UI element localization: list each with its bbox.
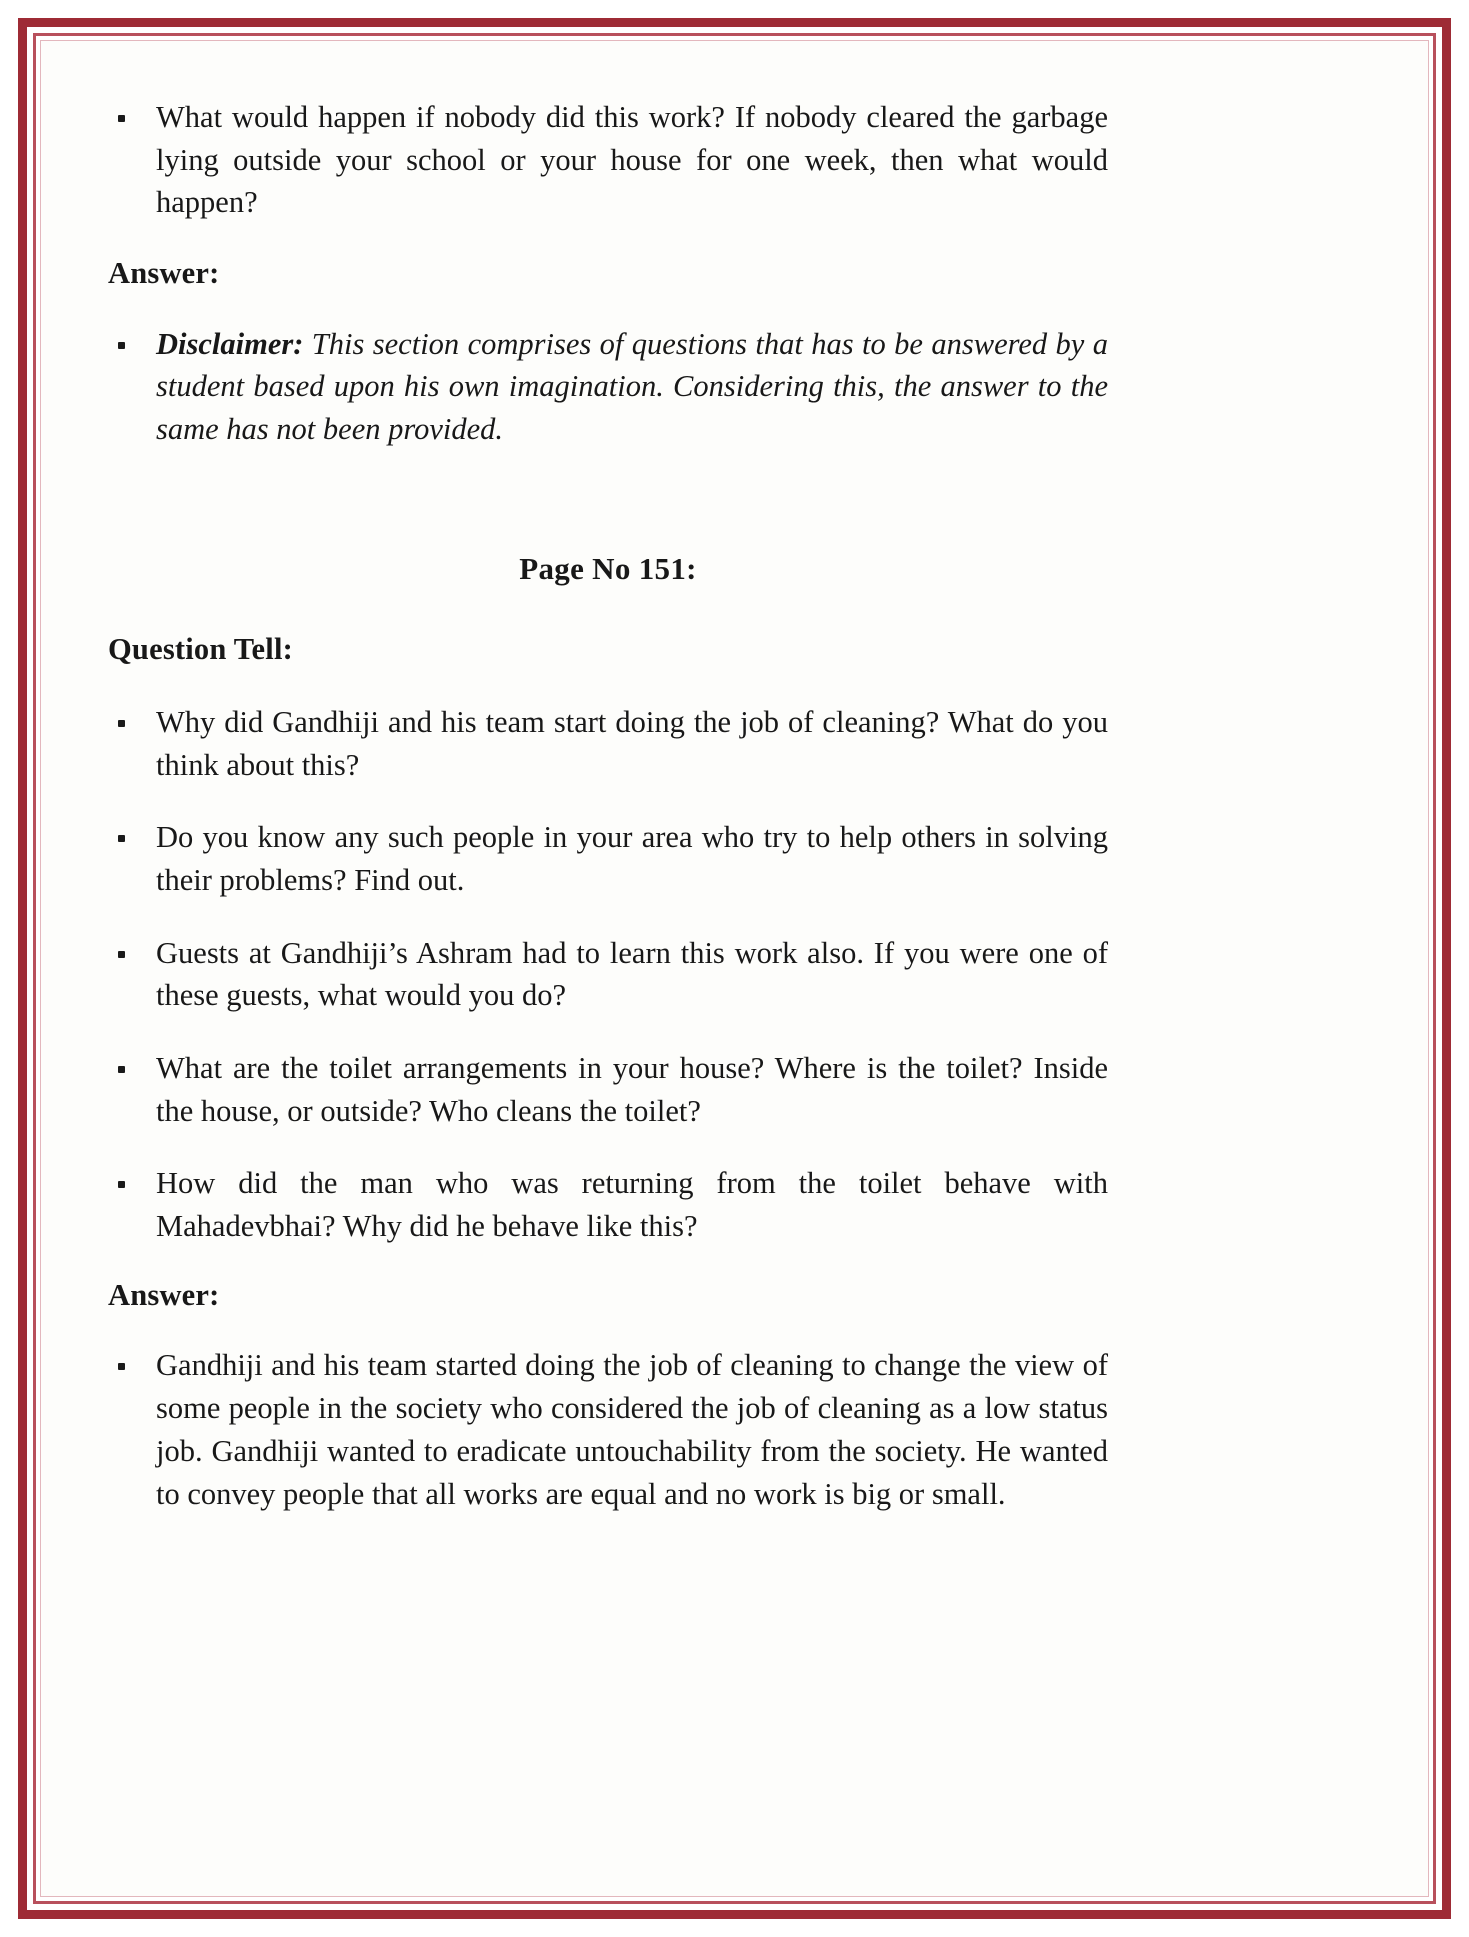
list-item: [108, 1047, 1108, 1132]
question-heading: Question Tell:: [108, 632, 293, 667]
list-item: [108, 932, 1108, 1017]
disclaimer-text: This section comprises of questions that has to be answered by a student based upon his own imagination. Considering this, the answer to the same has not been provided.: [156, 326, 1108, 447]
disclaimer-list: [108, 323, 1108, 451]
answer-heading-2: Answer:: [108, 1277, 220, 1312]
list-item-text: Why did Gandhiji and his team start doing the job of cleaning? What do you think about this?: [156, 704, 1108, 782]
list-item-text: Gandhiji and his team started doing the job of cleaning to change the view of some people in the society who considered the job of cleaning as a low status job. Gandhiji wanted to eradicate untouchability from the society. He wanted to convey people that all works are equal and no work is big or small.: [156, 1348, 1108, 1511]
bullet-dot-icon: [118, 835, 125, 842]
document-content: [108, 96, 1108, 1515]
bullet-dot-icon: [118, 1363, 125, 1370]
bullet-dot-icon: [118, 1066, 125, 1073]
list-item-text: How did the man who was returning from the toilet behave with Mahadevbhai? Why did he behave like this?: [156, 1166, 1108, 1244]
list-item: [108, 701, 1108, 786]
list-item: [108, 816, 1108, 901]
list-item-text: What would happen if nobody did this work? If nobody cleared the garbage lying outside your school or your house for one week, then what would happen?: [156, 100, 1108, 220]
list-item: [108, 323, 1108, 451]
bullet-dot-icon: [118, 720, 125, 727]
question-bullet-list: [108, 701, 1108, 1248]
list-item: [108, 1162, 1108, 1247]
list-item-text: Do you know any such people in your area who try to help others in solving their problems? Find out.: [156, 820, 1108, 897]
bullet-dot-icon: [118, 342, 125, 349]
bullet-dot-icon: [118, 1181, 125, 1188]
disclaimer-label: Disclaimer:: [156, 326, 304, 361]
answer-heading-1: Answer:: [108, 256, 220, 291]
bullet-dot-icon: [118, 951, 125, 958]
list-item: [108, 1344, 1108, 1515]
list-item-text: Guests at Gandhiji’s Ashram had to learn this work also. If you were one of these guests, what would you do?: [156, 935, 1108, 1013]
top-question-list: [108, 96, 1108, 224]
bullet-dot-icon: [118, 115, 125, 122]
list-item: [108, 96, 1108, 224]
page-no-heading: Page No 151:: [519, 550, 697, 586]
answer-bullet-list: [108, 1344, 1108, 1515]
list-item-text: What are the toilet arrangements in your house? Where is the toilet? Inside the house, or outside? Who cleans the toilet?: [156, 1051, 1108, 1128]
